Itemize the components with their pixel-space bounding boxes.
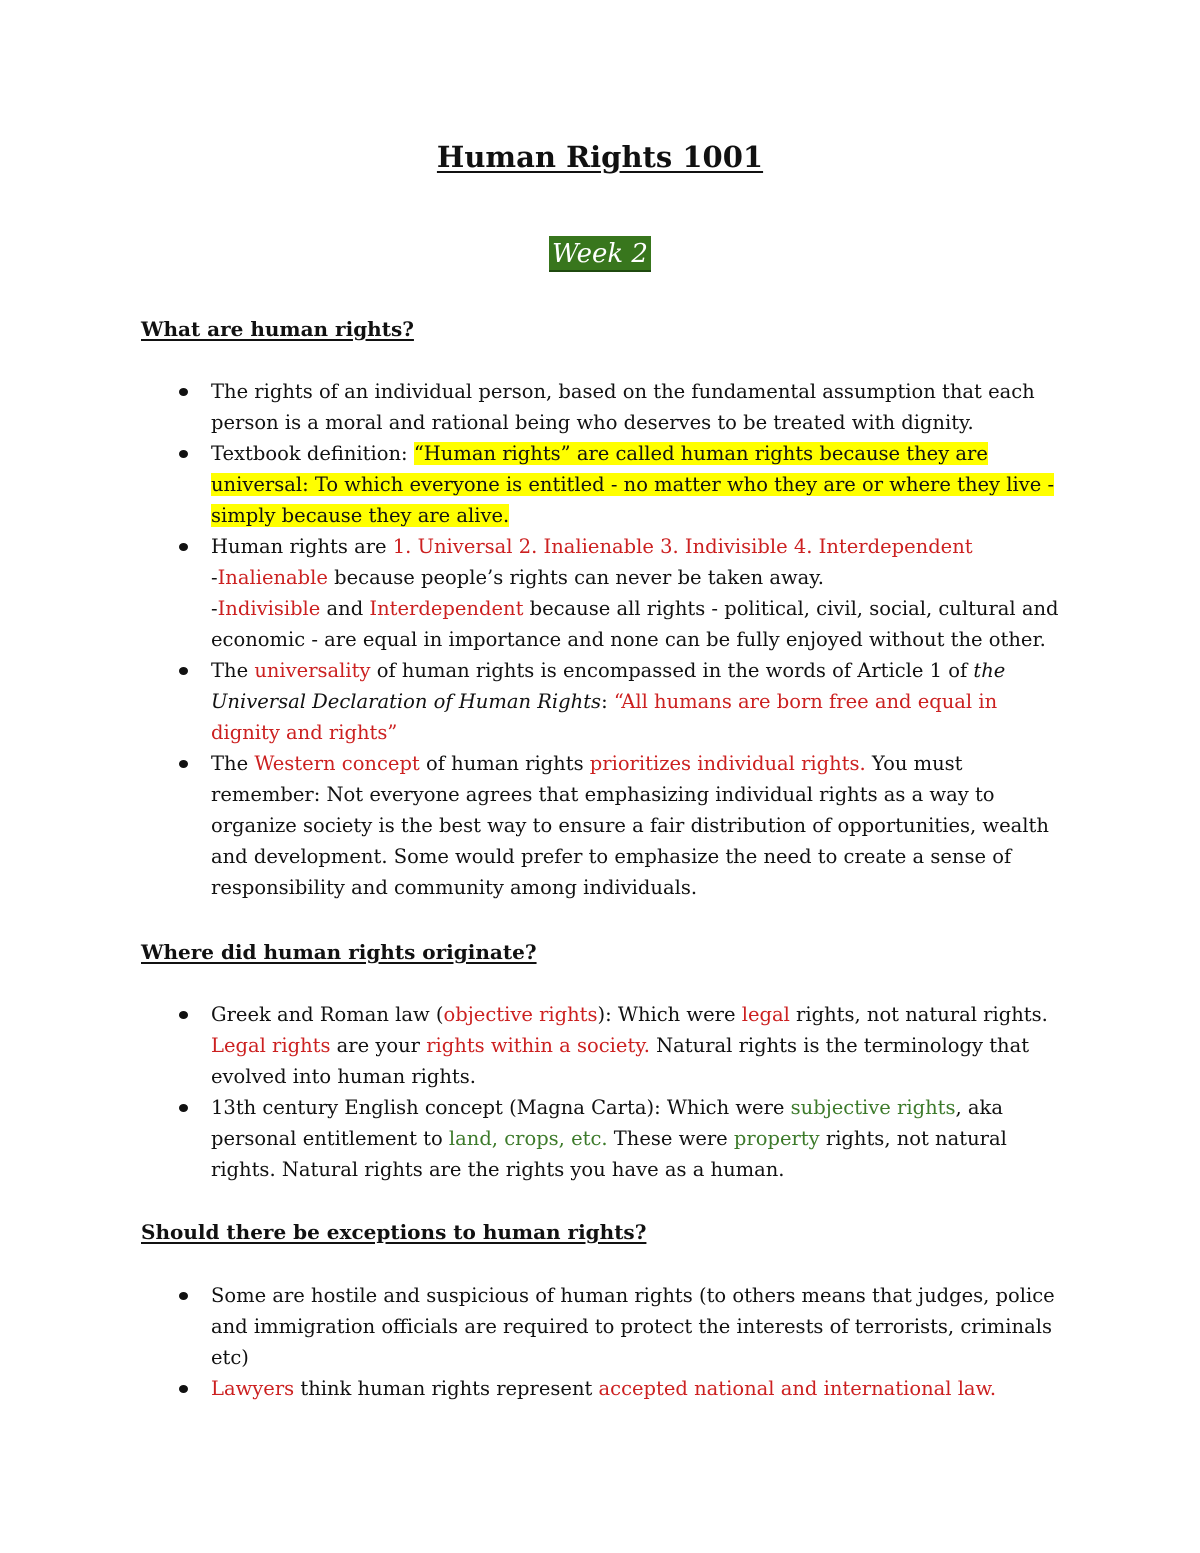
list-item [141, 1373, 1061, 1404]
list-item [141, 438, 1061, 531]
bullet-icon [179, 450, 188, 458]
section-list-what [141, 376, 1061, 903]
document-name: the Universal Declaration of Human Rights [211, 659, 1006, 713]
term-legal-rights: Legal rights [211, 1034, 331, 1057]
term-interdependent: Interdependent [369, 597, 524, 620]
item-text: : [601, 690, 614, 713]
section-list-exceptions [141, 1280, 1061, 1404]
section-heading-origin: Where did human rights originate? [141, 940, 537, 964]
item-text: because all rights - political, civil, social, cultural and economic - are equal in importance and none can be fully enjoyed without the other. [211, 597, 1059, 651]
term-rights-within-society: rights within a society. [426, 1034, 650, 1057]
item-text: and [320, 597, 370, 620]
item-text: are your [330, 1034, 427, 1057]
item-text: think human rights represent [294, 1377, 599, 1400]
item-text: rights, not natural rights. [789, 1003, 1048, 1026]
term-subjective-rights: subjective rights [790, 1096, 956, 1119]
item-text: You must remember: Not everyone agrees that emphasizing individual rights as a way to organize society is the best way to ensure a fair distribution of opportunities, wealth and development. Some would prefer to emphasize the need to create a sense of responsibility and community among individuals. [211, 752, 1049, 899]
list-item [141, 748, 1061, 903]
item-text: ): Which were [597, 1003, 742, 1026]
item-text: These were [607, 1127, 734, 1150]
item-text: of human rights is encompassed in the words of Article 1 of [370, 659, 974, 682]
term-accepted-law: accepted national and international law. [598, 1377, 997, 1400]
term-legal: legal [741, 1003, 790, 1026]
section-list-origin [141, 999, 1061, 1185]
bullet-icon [179, 667, 188, 675]
term-western-concept: Western concept [254, 752, 420, 775]
rights-properties-list: 1. Universal 2. Inalienable 3. Indivisible 4. Interdependent [392, 535, 973, 558]
week-label: Week 2 [549, 236, 651, 272]
bullet-icon [179, 388, 188, 396]
dash: - [211, 597, 218, 620]
section-heading-exceptions: Should there be exceptions to human rights? [141, 1220, 647, 1244]
term-indivisible: Indivisible [217, 597, 321, 620]
item-text: , aka personal entitlement to [211, 1096, 1003, 1150]
document-title: Human Rights 1001 [436, 140, 764, 174]
list-item [141, 1280, 1061, 1373]
item-text: 13th century English concept (Magna Carta): Which were [211, 1096, 791, 1119]
term-universality: universality [254, 659, 371, 682]
bullet-icon [179, 543, 188, 551]
list-item [141, 376, 1061, 438]
week-label-wrap [0, 236, 1200, 272]
term-inalienable: Inalienable [217, 566, 328, 589]
list-item [141, 999, 1061, 1092]
bullet-icon [179, 1292, 188, 1300]
bullet-icon [179, 1385, 188, 1393]
item-text: of human rights [419, 752, 590, 775]
bullet-icon [179, 1011, 188, 1019]
bullet-icon [179, 760, 188, 768]
item-text: rights, not natural rights. Natural rights are the rights you have as a human. [211, 1127, 1007, 1181]
list-item [141, 655, 1061, 748]
term-lawyers: Lawyers [211, 1377, 295, 1400]
highlighted-definition: “Human rights” are called human rights because they are universal: To which everyone is entitled - no matter who they are or where they live - simply because they are alive. [211, 442, 1055, 527]
item-text: Natural rights is the terminology that evolved into human rights. [211, 1034, 1030, 1088]
dash: - [211, 566, 218, 589]
item-text: The [211, 659, 255, 682]
term-individual-rights: prioritizes individual rights. [589, 752, 866, 775]
item-text: Greek and Roman law ( [211, 1003, 444, 1026]
item-text: The [211, 752, 255, 775]
article-quote: “All humans are born free and equal in dignity and rights” [211, 690, 998, 744]
item-text: The rights of an individual person, based on the fundamental assumption that each person is a moral and rational being who deserves to be treated with dignity. [211, 380, 1035, 434]
item-text: Textbook definition: [211, 442, 414, 465]
term-land-crops: land, crops, etc. [448, 1127, 608, 1150]
item-text: Some are hostile and suspicious of human rights (to others means that judges, police and immigration officials are required to protect the interests of terrorists, criminals etc) [211, 1284, 1055, 1369]
section-heading-what: What are human rights? [141, 317, 414, 341]
list-item [141, 1092, 1061, 1185]
bullet-icon [179, 1104, 188, 1112]
item-text: Human rights are [211, 535, 393, 558]
list-item [141, 531, 1061, 655]
item-text: because people’s rights can never be taken away. [327, 566, 824, 589]
term-property: property [733, 1127, 820, 1150]
term-objective-rights: objective rights [443, 1003, 598, 1026]
